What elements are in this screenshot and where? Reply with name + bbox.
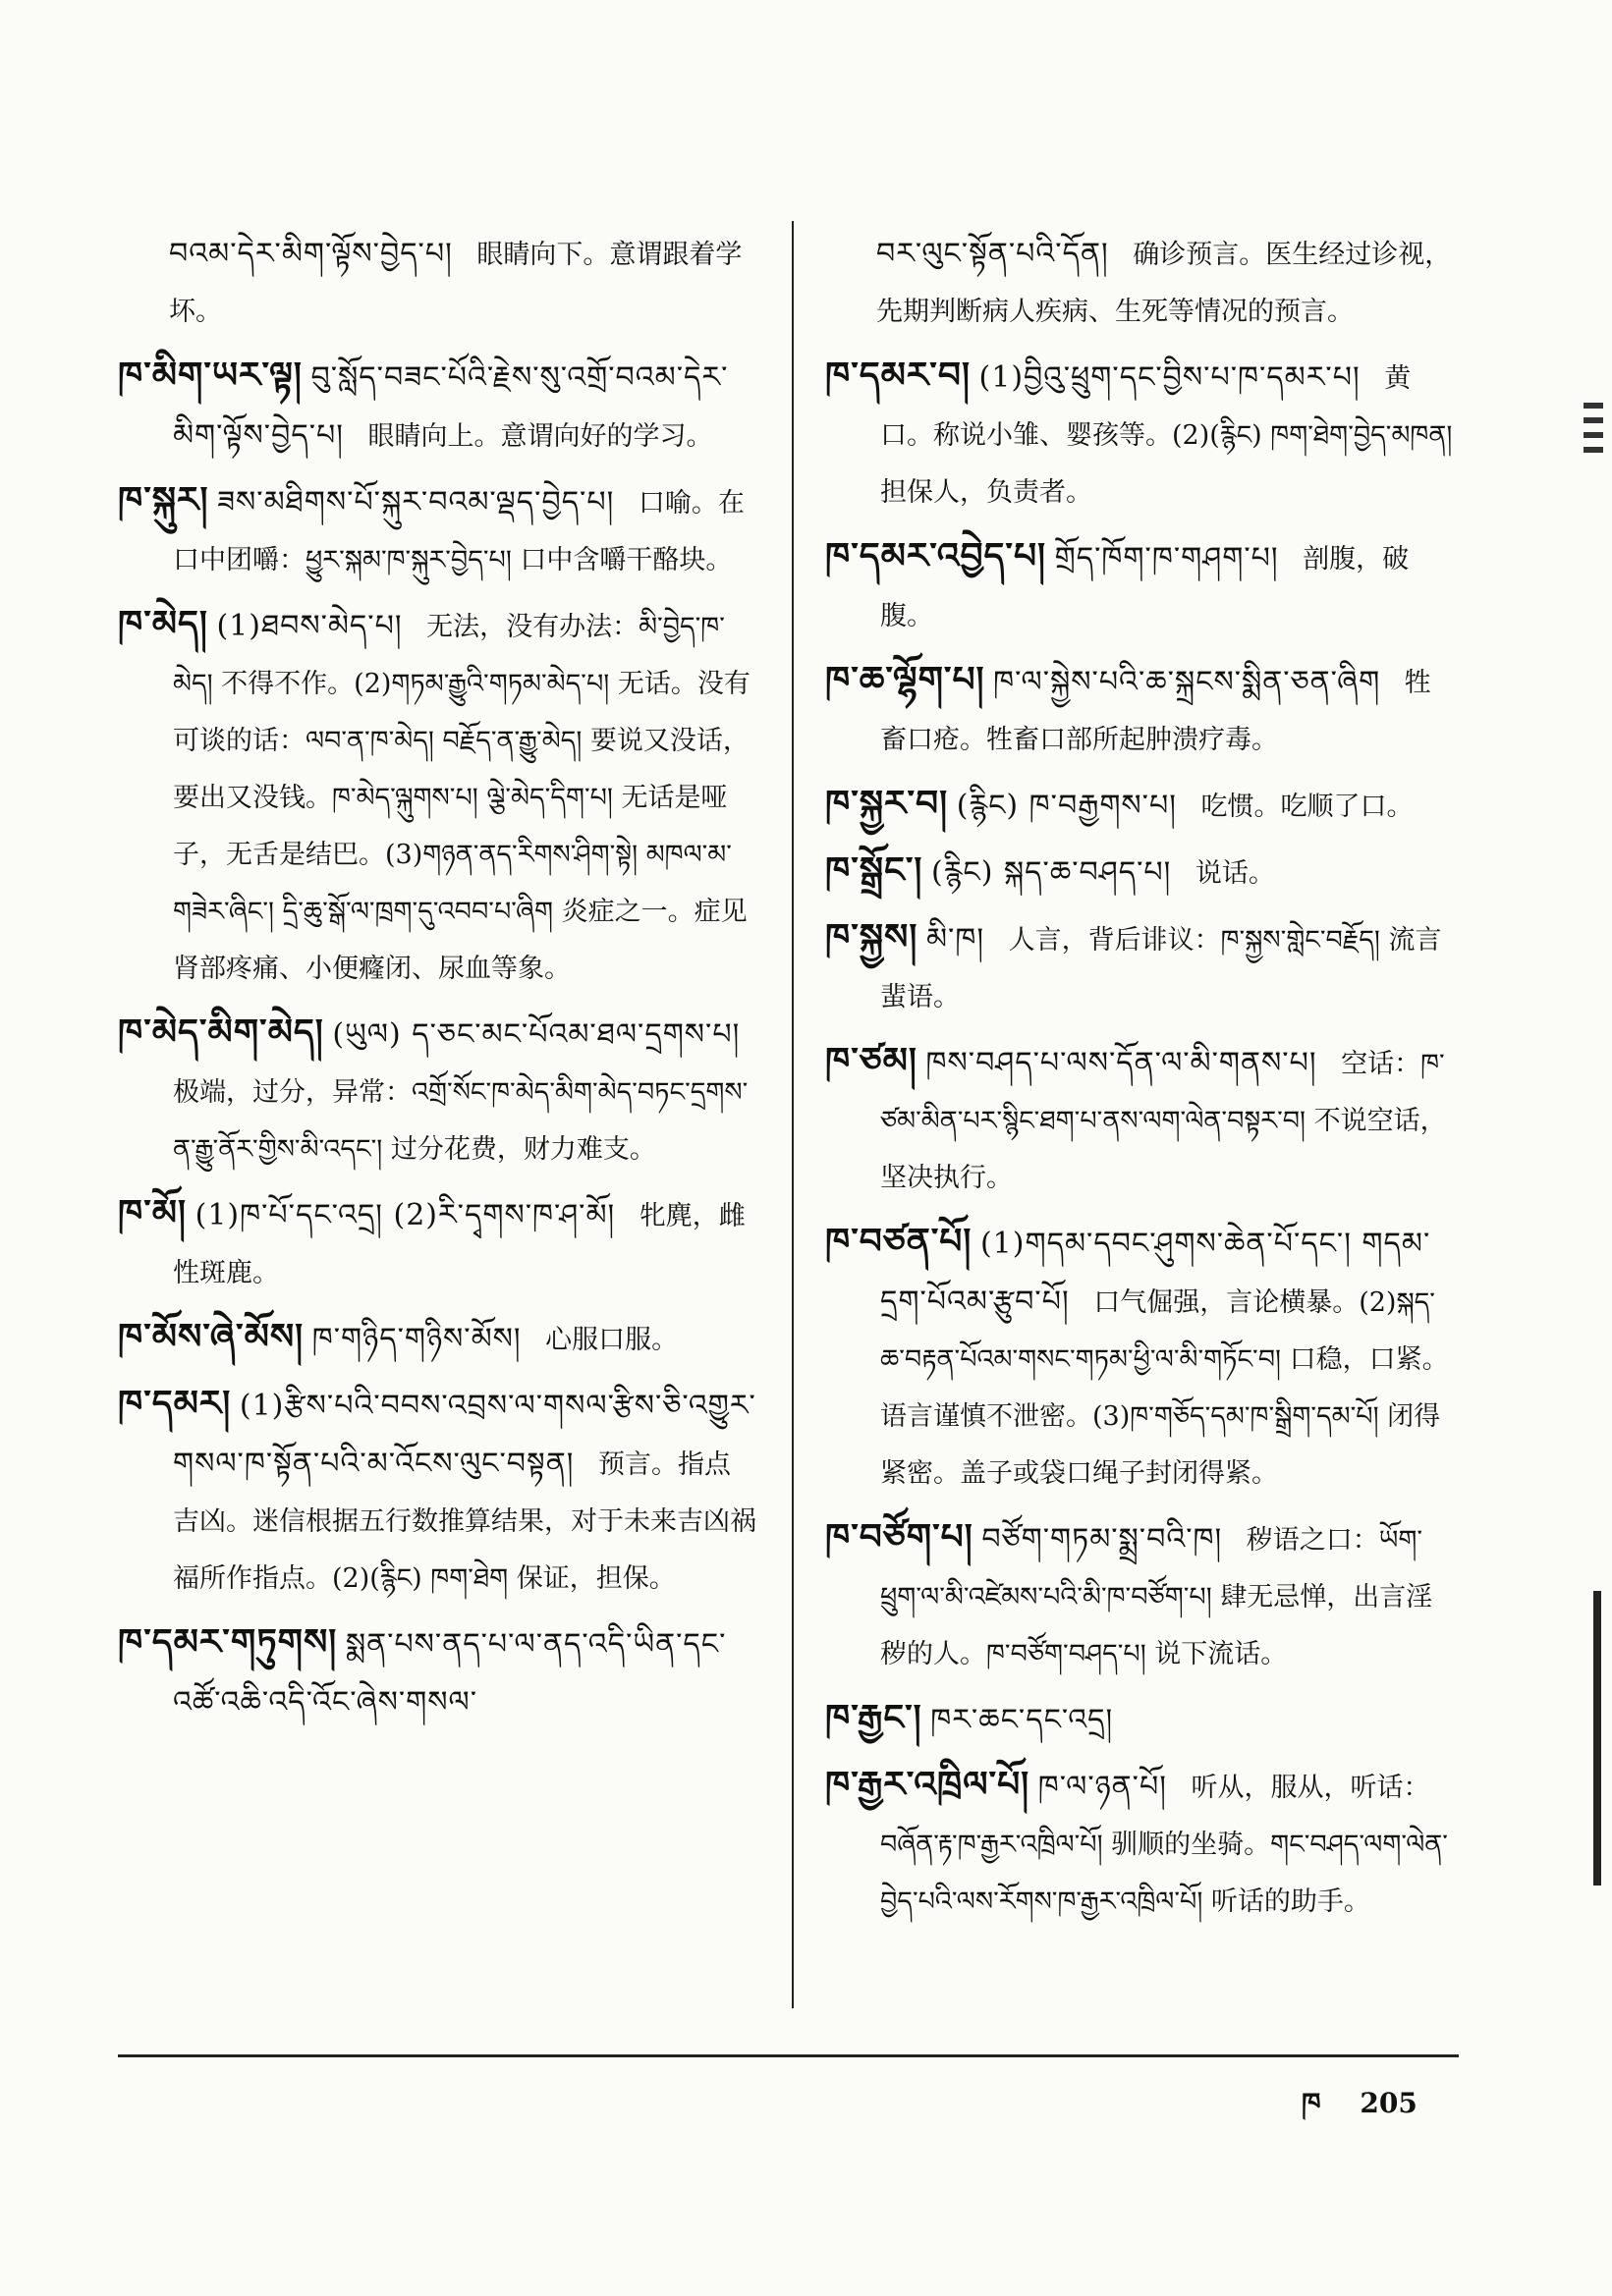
entry-chinese: 无法，没有办法：མི་བྱེད་ཁ་མེད། 不得不作。(2)གཏམ་རྒྱུའི་གཏམ་མེད་པ། 无话。没有可谈的话：ལབ་ན་ཁ་མེད། བརྗོད་ན་རྒྱུ་མེད། 要说又没话，要出又没钱。ཁ་མེད་ལྐུགས་པ། ལྕེ་མེད་དིག་པ། 无话是哑子，无舌是结巴。(3)གཉན་ནད་རིགས་ཤིག་སྟེ། མཁལ་མ་གཟེར་ཞིང་། དྲི་ཆུ་སྒོ་ལ་ཁྲག་དུ་འབབ་པ་ཞིག 炎症之一。症见肾部疼痛、小便癃闭、尿血等象。 bbox=[173, 612, 750, 984]
entry-tibetan: བུ་སློད་བཟང་པོའི་རྗེས་སུ་འགྲོ་བའམ་དེར་མིག་ལྟོས་བྱེད་པ། bbox=[173, 360, 729, 453]
thumb-index-mark bbox=[1584, 447, 1603, 453]
entry-headword: ཁ་མིག་ཡར་ལྟ། bbox=[118, 355, 303, 396]
entry-chinese: 听从，服从，听话：བཞོན་རྟ་ཁ་རྒྱར་འཁྲིལ་པོ། 驯顺的坐骑。གང་བཤད་ལག་ལེན་བྱེད་པའི་ལས་རོགས་ཁ་རྒྱར་འཁྲིལ་པོ། 听话的助手。 bbox=[880, 1773, 1448, 1917]
entry-tibetan: (རྙིང) སྐད་ཆ་བཤད་པ། bbox=[930, 855, 1172, 890]
entry-chinese: 人言，背后诽议：ཁ་སྐྱས་གླེང་བརྗོད། 流言蜚语。 bbox=[880, 925, 1442, 1012]
entry-tibetan: བཙོག་གཏམ་སྨྲ་བའི་ཁ། bbox=[981, 1522, 1223, 1557]
entry-headword: ཁ་རྒྱང་། bbox=[825, 1697, 922, 1738]
dictionary-entry bbox=[118, 1184, 756, 1302]
dictionary-entry bbox=[825, 347, 1454, 521]
right-column bbox=[825, 226, 1454, 1937]
thumb-index-mark bbox=[1584, 403, 1603, 409]
entry-headword: ཁ་མོ། bbox=[118, 1192, 188, 1233]
entry-tibetan: སྨན་པས་ནད་པ་ལ་ནད་འདི་ཡིན་དང་འཚོ་འཆི་འདི་འོང་ཞེས་གསལ་ bbox=[173, 1627, 727, 1720]
dictionary-entry bbox=[118, 1375, 756, 1608]
entry-tibetan: (1)ཁ་པོ་དང་འདྲ། (2)རི་དྭགས་ཁ་ཤ་མོ། bbox=[195, 1198, 616, 1232]
entry-chinese: 极端，过分，异常：འགྲོ་སོང་ཁ་མེད་མིག་མེད་བཏང་དྲགས་ན་རྒྱུ་ནོར་གྱིས་མི་འདང་། 过分花费，财力难支。 bbox=[173, 1077, 749, 1165]
dictionary-entry bbox=[118, 595, 756, 998]
entry-tibetan: བའམ་དེར་མིག་ལྟོས་བྱེད་པ། bbox=[169, 237, 453, 271]
thumb-index-marks bbox=[1584, 403, 1603, 462]
footer-rule bbox=[118, 2054, 1459, 2057]
dictionary-entry bbox=[118, 1308, 756, 1369]
folio-letter: ཁ bbox=[1302, 2087, 1321, 2119]
entry-headword: ཁ་སྒྲོང་། bbox=[825, 849, 923, 891]
dictionary-entry bbox=[825, 1213, 1454, 1503]
entry-tibetan: ཟས་མཐིགས་པོ་སྐུར་བའམ་ལྡད་བྱེད་པ། bbox=[217, 485, 615, 519]
entry-headword: ཁ་རྒྱར་འཁྲིལ་པོ། bbox=[825, 1764, 1030, 1805]
entry-tibetan: ཁས་བཤད་པ་ལས་དོན་ལ་མི་གནས་པ། bbox=[925, 1046, 1317, 1080]
entry-headword: ཁ་མེད། bbox=[118, 603, 208, 644]
dictionary-entry bbox=[825, 775, 1454, 836]
entry-headword: ཁ་དམར། bbox=[118, 1383, 232, 1424]
dictionary-entry bbox=[825, 1032, 1454, 1207]
entry-tibetan: (ཡུལ) ད་ཅང་མང་པོའམ་ཐལ་དྲགས་པ། bbox=[332, 1017, 741, 1052]
entry-tibetan: ཁ་ལ་སྐྱེས་པའི་ཆ་སྐྲངས་སྨིན་ཅན་ཞིག bbox=[993, 665, 1381, 699]
entry-headword: ཁ་སྐྱས། bbox=[825, 916, 918, 957]
entry-chinese: 空话：ཁ་ཙམ་མིན་པར་སྙིང་ཐག་པ་ནས་ལག་ལེན་བསྟར་བ། 不说空话，坚决执行。 bbox=[880, 1049, 1447, 1193]
entry-chinese: 剖腹，破腹。 bbox=[880, 544, 1410, 631]
dictionary-entry bbox=[118, 1004, 756, 1178]
entry-headword: ཁ་དམར་བ། bbox=[825, 355, 971, 396]
dictionary-entry bbox=[825, 226, 1454, 341]
entry-chinese: 牝麂，雌性斑鹿。 bbox=[173, 1201, 746, 1288]
entry-tibetan: (རྙིང) ཁ་བརྒྱགས་པ། bbox=[956, 789, 1177, 823]
entry-headword: ཁ་ཙམ། bbox=[825, 1040, 917, 1081]
dictionary-entry bbox=[825, 908, 1454, 1026]
dictionary-entry bbox=[825, 527, 1454, 645]
entry-chinese: 牲畜口疮。牲畜口部所起肿溃疗毒。 bbox=[880, 668, 1431, 755]
entry-headword: ཁ་བཙོག་པ། bbox=[825, 1516, 973, 1558]
column-divider bbox=[792, 221, 794, 2008]
entry-chinese: 眼睛向上。意谓向好的学习。 bbox=[367, 421, 713, 452]
entry-tibetan: (1)ཐབས་མེད་པ། bbox=[216, 609, 403, 643]
entry-chinese: 口气倔强，言论横暴。(2)སྐད་ཆ་བརྟན་པོའམ་གསང་གཏམ་ཕྱི་ལ་མི་གཏོང་བ། 口稳，口紧。语言谨慎不泄密。(3)ཁ་གཅོད་དམ་ཁ་སྒྲིག་དམ་པོ། 闭得紧密。盖子或袋口绳子封闭得紧。 bbox=[880, 1287, 1449, 1489]
entry-headword: ཁ་ཆ་ལྷོག་པ། bbox=[825, 659, 985, 700]
entry-chinese: 确诊预言。医生经过诊视，先期判断病人疾病、生死等情况的预言。 bbox=[876, 240, 1452, 327]
entry-chinese: 吃惯。吃顺了口。 bbox=[1200, 792, 1414, 822]
page-folio bbox=[1302, 2072, 1447, 2150]
entry-chinese: 秽语之口：ཡོག་ཕྲུག་ལ་མི་འཛེམས་པའི་མི་ཁ་བཙོག་པ། 肆无忌惮，出言淫秽的人。ཁ་བཙོག་བཤད་པ། 说下流话。 bbox=[880, 1525, 1433, 1669]
dictionary-entry bbox=[118, 471, 756, 589]
dictionary-entry bbox=[118, 347, 756, 465]
left-column bbox=[118, 226, 756, 1738]
entry-chinese: 黄口。称说小雏、婴孩等。(2)(རྙིང) ཁག་ཐེག་བྱེད་མཁན། 担保人，负责者。 bbox=[880, 363, 1453, 508]
entry-chinese: 眼睛向下。意谓跟着学坏。 bbox=[169, 240, 743, 327]
thumb-index-mark bbox=[1584, 417, 1603, 423]
entry-headword: ཁ་དམར་འབྱེད་པ། bbox=[825, 535, 1047, 576]
entry-chinese: 心服口服。 bbox=[545, 1325, 679, 1355]
entry-headword: ཁ་མོས་ཞེ་མོས། bbox=[118, 1316, 305, 1357]
dictionary-entry bbox=[825, 842, 1454, 902]
dictionary-entry bbox=[118, 1613, 756, 1732]
entry-headword: ཁ་བཙན་པོ། bbox=[825, 1221, 973, 1262]
entry-headword: ཁ་སྐུར། bbox=[118, 479, 209, 520]
dictionary-entry bbox=[118, 226, 756, 341]
entry-tibetan: ཁར་ཆང་དང་འདྲ། bbox=[930, 1703, 1114, 1737]
entry-chinese: 预言。指点吉凶。迷信根据五行数推算结果，对于未来吉凶祸福所作指点。(2)(རྙིང) ཁག་ཐེག 保证，担保。 bbox=[173, 1449, 756, 1594]
dictionary-entry bbox=[825, 1508, 1454, 1683]
entry-chinese: 说话。 bbox=[1195, 858, 1275, 889]
dictionary-entry bbox=[825, 651, 1454, 769]
entry-tibetan: བར་ལུང་སྟོན་པའི་དོན། bbox=[876, 237, 1109, 271]
entry-tibetan: (1)བྱིའུ་ཕྲུག་དང་བྱིས་པ་ཁ་དམར་པ། bbox=[978, 360, 1361, 395]
dictionary-entry bbox=[825, 1756, 1454, 1931]
entry-tibetan: (1)རྩིས་པའི་བབས་འབྲས་ལ་གསལ་རྩིས་ཅི་འགྱུར་གསལ་ཁ་སྟོན་པའི་མ་འོངས་ལུང་བསྟན། bbox=[173, 1389, 756, 1481]
entry-tibetan: གྲོད་ཁོག་ཁ་གཤག་པ། bbox=[1054, 541, 1279, 575]
dictionary-entry bbox=[825, 1689, 1454, 1750]
entry-headword: ཁ་སྐྱར་བ། bbox=[825, 783, 949, 824]
entry-tibetan: ཁ་ལ་ཉན་པོ། bbox=[1037, 1770, 1167, 1804]
entry-chinese: 口喻。在口中团嚼：ཕྱུར་སྐམ་ཁ་སྐུར་བྱེད་པ། 口中含嚼干酪块。 bbox=[173, 488, 745, 575]
thumb-index-bar bbox=[1593, 1591, 1601, 1886]
entry-headword: ཁ་མེད་མིག་མེད། bbox=[118, 1011, 324, 1053]
entry-tibetan: ཁ་གཉིད་གཉིས་མོས། bbox=[311, 1322, 522, 1356]
entry-tibetan: མི་ཁ། bbox=[925, 922, 984, 957]
entry-tibetan: (1)གདམ་དབང་ཤུགས་ཆེན་པོ་དང་། གདམ་དྲག་པོའམ་རྩུབ་པོ། bbox=[880, 1227, 1431, 1319]
thumb-index-mark bbox=[1584, 432, 1603, 438]
entry-headword: ཁ་དམར་གཏུགས། bbox=[118, 1621, 338, 1663]
page-number: 205 bbox=[1360, 2087, 1417, 2119]
